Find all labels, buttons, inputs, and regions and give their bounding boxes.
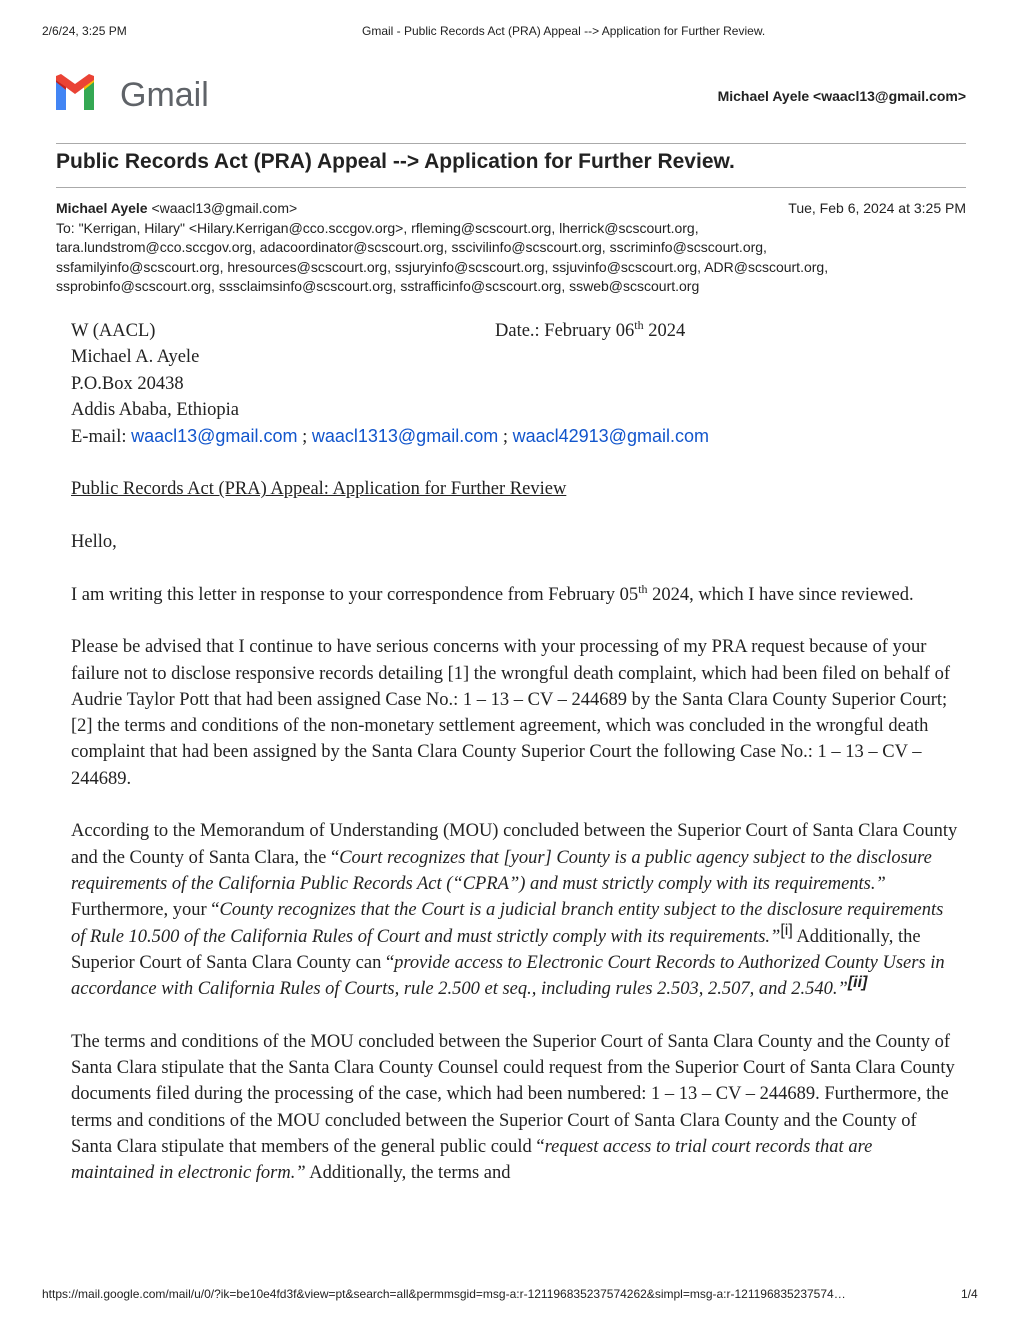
footnote-ref-ii[interactable]: [ii] [847,973,868,991]
paragraph-2: Please be advised that I continue to have serious concerns with your processing of my PRA request because of your failure not to disclose responsive records detailing [1] the wrongful death complaint, which had been filed on behalf of Audrie Taylor Pott that had been assigned Case No.: 1 – 13 – CV – 244689 by the Santa Clara County Superior Court; [2] the terms and conditions of the non-monetary settlement agreement, which was concluded in the wrongful death complaint that had been assigned by the Santa Clara County Superior Court the following Case No.: 1 – 13 – CV – 244689. [71,637,950,789]
greeting: Hello, [71,532,117,553]
divider [56,143,966,144]
page-number: 1/4 [961,1287,978,1301]
paragraph-1: I am writing this letter in response to your correspondence from February 05th 2024, which I have since reviewed. [71,581,914,605]
recipients-line: To: "Kerrigan, Hilary" <Hilary.Kerrigan@cco.sccgov.org>, rfleming@scscourt.org, lherrick@scscourt.org, [56,219,699,236]
paragraph-3: According to the Memorandum of Understanding (MOU) concluded between the Superior Court of Santa Clara County and the County of Santa Clara, the “Court recognizes that [your] County is a public agency subject to the disclosure requirements of the California Public Records Act (“CPRA”) and must strictly comply with its requirements.” Furthermore, your “County recognizes that the Court is a judicial branch entity subject to the disclosure requirements of Rule 10.500 of the California Rules of Court and must strictly comply with its requirements.”[i] Additionally, the Superior Court of Santa Clara County can “provide access to Electronic Court Records to Authorized County Users in accordance with California Rules of Courts, rule 2.500 et seq., including rules 2.503, 2.507, and 2.540.”[ii] [71,821,958,1000]
gmail-wordmark: Gmail [120,76,209,114]
account-label: Michael Ayele <waacl13@gmail.com> [717,88,966,104]
sender-email: <waacl13@gmail.com> [151,200,298,216]
city: Addis Ababa, Ethiopia [71,399,240,420]
divider [56,187,966,188]
letter-title: Public Records Act (PRA) Appeal: Application for Further Review [71,479,567,500]
email-link-2[interactable]: waacl1313@gmail.com [311,426,499,447]
org-name: W (AACL) [71,321,156,341]
po-box: P.O.Box 20438 [71,373,184,394]
paragraph-4: The terms and conditions of the MOU concluded between the Superior Court of Santa Clara County and the County of Santa Clara stipulate that the Santa Clara County Counsel could request from the Superior Court of Santa Clara County documents filed during the processing of the case, which had been numbered: 1 – 13 – CV – 244689. Furthermore, the terms and conditions of the MOU concluded between the Superior Court of Santa Clara County and the County of Santa Clara stipulate that members of the general public could “request access to trial court records that are maintained in electronic form.” Additionally, the terms and [71,1031,955,1184]
sender-name: Michael Ayele [56,200,148,216]
message-meta [56,199,966,297]
print-url: https://mail.google.com/mail/u/0/?ik=be10e4fd3f&view=pt&search=all&permmsgid=msg-a:r-121196835237574262&simpl=msg-a:r-121196835237574… [42,1287,846,1301]
gmail-m-icon [56,74,216,114]
letter-date: Date.: February 06th 2024 [495,317,686,341]
gmail-logo[interactable] [56,74,216,114]
footnote-ref-i[interactable]: [i] [780,921,793,939]
email-link-3[interactable]: waacl42913@gmail.com [512,426,709,447]
message-body [71,318,959,1213]
recipients-line: tara.lundstrom@cco.sccgov.org, adacoordinator@scscourt.org, sscivilinfo@scscourt.org, sscriminfo@scscourt.org, [56,239,767,255]
message-date: Tue, Feb 6, 2024 at 3:25 PM [788,200,966,216]
email-link-1[interactable]: waacl13@gmail.com [131,426,298,447]
recipients-line: ssfamilyinfo@scscourt.org, hresources@scscourt.org, ssjuryinfo@scscourt.org, ssjuvinfo@scscourt.org, ADR@scscourt.org, [56,258,829,275]
print-datetime: 2/6/24, 3:25 PM [42,24,127,38]
print-title: Gmail - Public Records Act (PRA) Appeal --> Application for Further Review. [362,24,766,38]
email-line: E-mail: waacl13@gmail.com ; waacl1313@gmail.com ; waacl42913@gmail.com [71,426,709,448]
sender-fullname: Michael A. Ayele [71,347,200,368]
sender-address-block [71,318,959,450]
email-subject: Public Records Act (PRA) Appeal --> Application for Further Review. [56,150,735,173]
recipients-line: ssprobinfo@scscourt.org, sssclaimsinfo@scscourt.org, sstrafficinfo@scscourt.org, ssweb@scscourt.org [56,278,700,294]
